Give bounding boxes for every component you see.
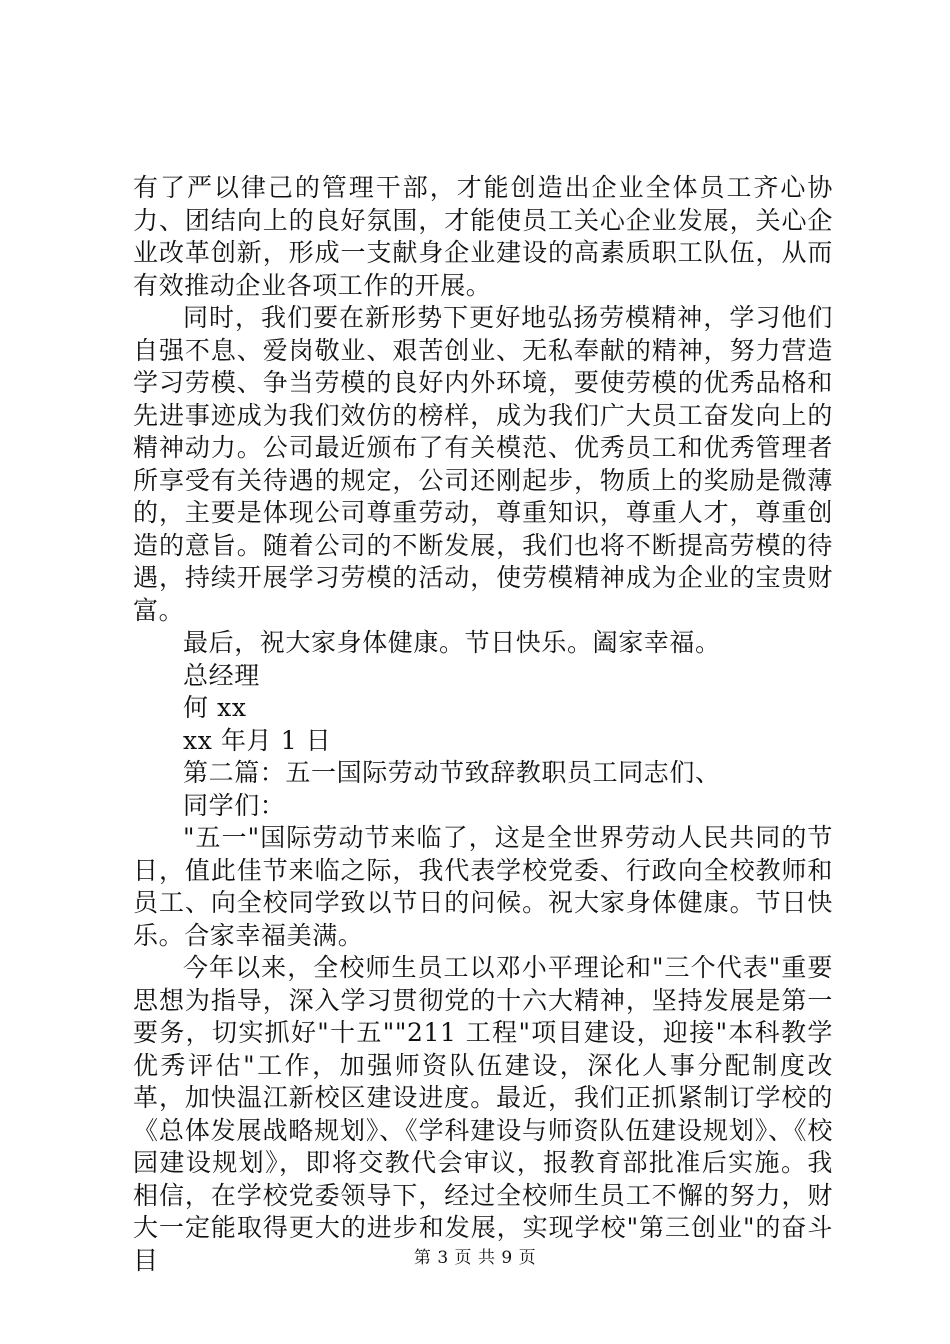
paragraph-labor-model-spirit: 同时，我们要在新形势下更好地弘扬劳模精神，学习他们自强不息、爱岗敬业、艰苦创业、无私奉献的精神，努力营造学习劳模、争当劳模的良好内外环境，要使劳模的优秀品格和先进事迹成为我们效仿的榜样，成为我们广大员工奋发向上的精神动力。公司最近颁布了有关模范、优秀员工和优秀管理者所享受有关待遇的规定，公司还刚起步，物质上的奖励是微薄的，主要是体现公司尊重劳动，尊重知识，尊重人才，尊重创造的意旨。随着公司的不断发展，我们也将不断提高劳模的待遇，持续开展学习劳模的活动，使劳模精神成为企业的宝贵财富。 bbox=[133, 303, 833, 625]
salutation: 同学们： bbox=[183, 790, 286, 820]
paragraph-greeting: "五一"国际劳动节来临了，这是全世界劳动人民共同的节日，值此佳节来临之际，我代表学校党委、行政向全校教师和员工、向全校同学致以节日的问候。祝大家身体健康。节日快乐。合家幸福美满。 bbox=[133, 823, 833, 950]
section-heading: 第二篇：五一国际劳动节致辞教职员工同志们、 bbox=[183, 758, 721, 787]
paragraph-continuation: 有了严以律己的管理干部，才能创造出企业全体员工齐心协力、团结向上的良好氛围，才能使员工关心企业发展，关心企业改革创新，形成一支献身企业建设的高素质职工队伍，从而有效推动企业各项工作的开展。 bbox=[133, 173, 833, 300]
signature-name: 何 xx bbox=[183, 693, 247, 722]
signature-title: 总经理 bbox=[183, 660, 260, 690]
paragraph-school-progress: 今年以来，全校师生员工以邓小平理论和"三个代表"重要思想为指导，深入学习贯彻党的十六大精神，坚持发展是第一要务，切实抓好"十五""211 工程"项目建设，迎接"本科教学优秀评估"工作，加强师资队伍建设，深化人事分配制度改革，加快温江新校区建设进度。最近，我们正抓紧制订学校的《总体发展战略规划》、《学科建设与师资队伍建设规划》、《校园建设规划》，即将交教代会审议，报教育部批准后实施。我相信，在学校党委领导下，经过全校师生员工不懈的努力，财大一定能取得更大的进步和发展，实现学校"第三创业"的奋斗目 bbox=[133, 953, 833, 1275]
paragraph-closing-wishes: 最后，祝大家身体健康。节日快乐。阖家幸福。 bbox=[183, 628, 721, 657]
page-number: 第 3 页 共 9 页 bbox=[413, 1248, 537, 1268]
signature-date: xx 年月 1 日 bbox=[183, 725, 332, 755]
document-body bbox=[133, 172, 833, 1277]
